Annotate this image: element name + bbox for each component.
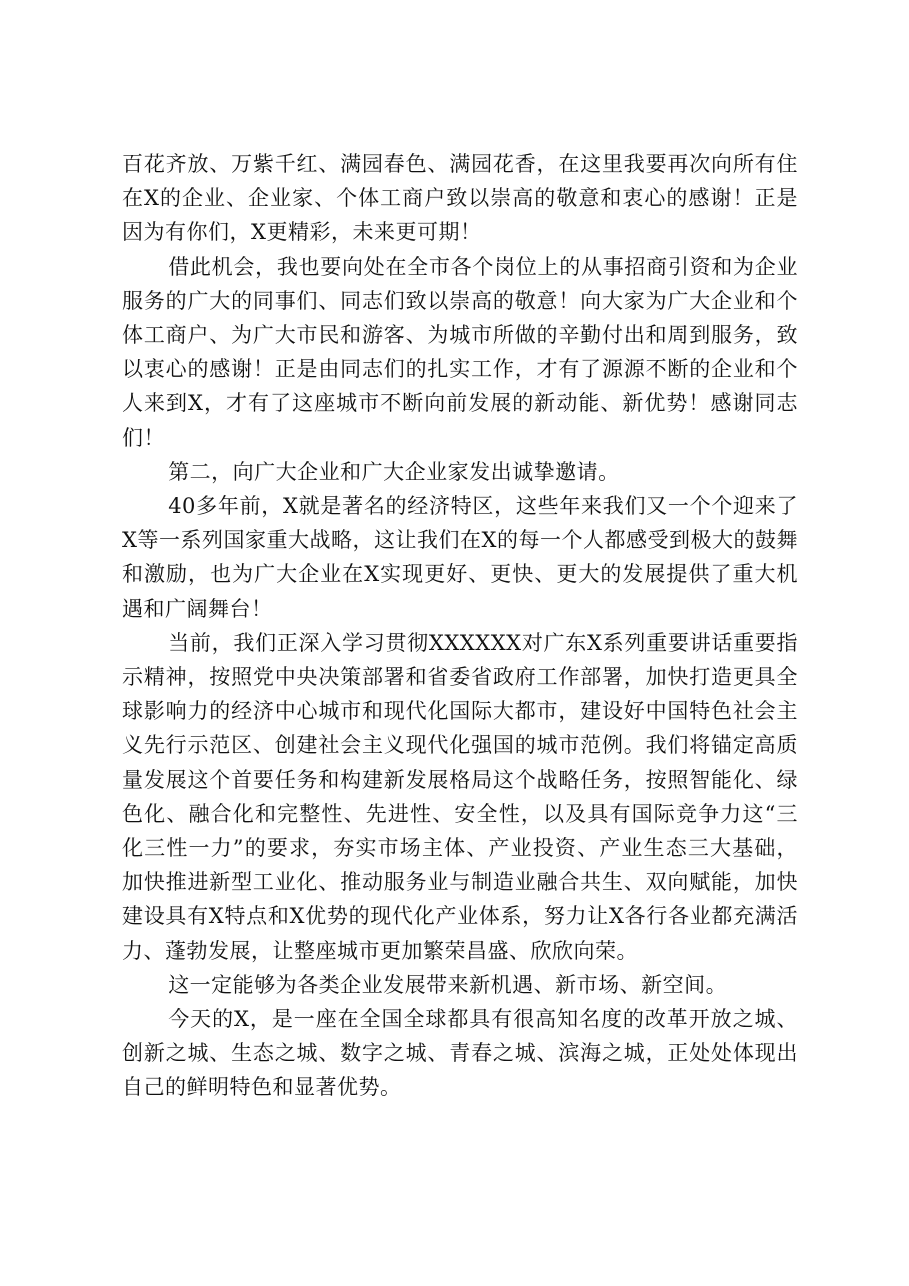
paragraph: 40多年前，X就是著名的经济特区，这些年来我们又一个个迎来了X等一系列国家重大战略，这让我们在X的每一个人都感受到极大的鼓舞和激励，也为广大企业在X实现更好、更快、更大的发展提供了重大机遇和广阔舞台！ <box>122 494 798 621</box>
paragraph: 借此机会，我也要向处在全市各个岗位上的从事招商引资和为企业服务的广大的同事们、同志们致以崇高的敬意！向大家为广大企业和个体工商户、为广大市民和游客、为城市所做的辛勤付出和周到服务，致以衷心的感谢！正是由同志们的扎实工作，才有了源源不断的企业和个人来到X，才有了这座城市不断向前发展的新动能、新优势！感谢同志们！ <box>122 254 798 450</box>
paragraph: 这一定能够为各类企业发展带来新机遇、新市场、新空间。 <box>168 972 728 997</box>
document-body <box>122 147 798 1105</box>
paragraph: 百花齐放、万紫千红、满园春色、满园花香，在这里我要再次向所有住在X的企业、企业家、个体工商户致以崇高的敬意和衷心的感谢！正是因为有你们，X更精彩，未来更可期！ <box>122 152 798 245</box>
paragraph: 第二，向广大企业和广大企业家发出诚挚邀请。 <box>168 459 620 484</box>
paragraph: 今天的X，是一座在全国全球都具有很高知名度的改革开放之城、创新之城、生态之城、数字之城、青春之城、滨海之城，正处处体现出自己的鲜明特色和显著优势。 <box>122 1007 798 1100</box>
paragraph: 当前，我们正深入学习贯彻XXXXXX对广东X系列重要讲话重要指示精神，按照党中央决策部署和省委省政府工作部署，加快打造更具全球影响力的经济中心城市和现代化国际大都市，建设好中国特色社会主义先行示范区、创建社会主义现代化强国的城市范例。我们将锚定高质量发展这个首要任务和构建新发展格局这个战略任务，按照智能化、绿色化、融合化和完整性、先进性、安全性，以及具有国际竞争力这“三化三性一力”的要求，夯实市场主体、产业投资、产业生态三大基础，加快推进新型工业化、推动服务业与制造业融合共生、双向赋能，加快建设具有X特点和X优势的现代化产业体系，努力让X各行各业都充满活力、蓬勃发展，让整座城市更加繁荣昌盛、欣欣向荣。 <box>122 630 798 963</box>
